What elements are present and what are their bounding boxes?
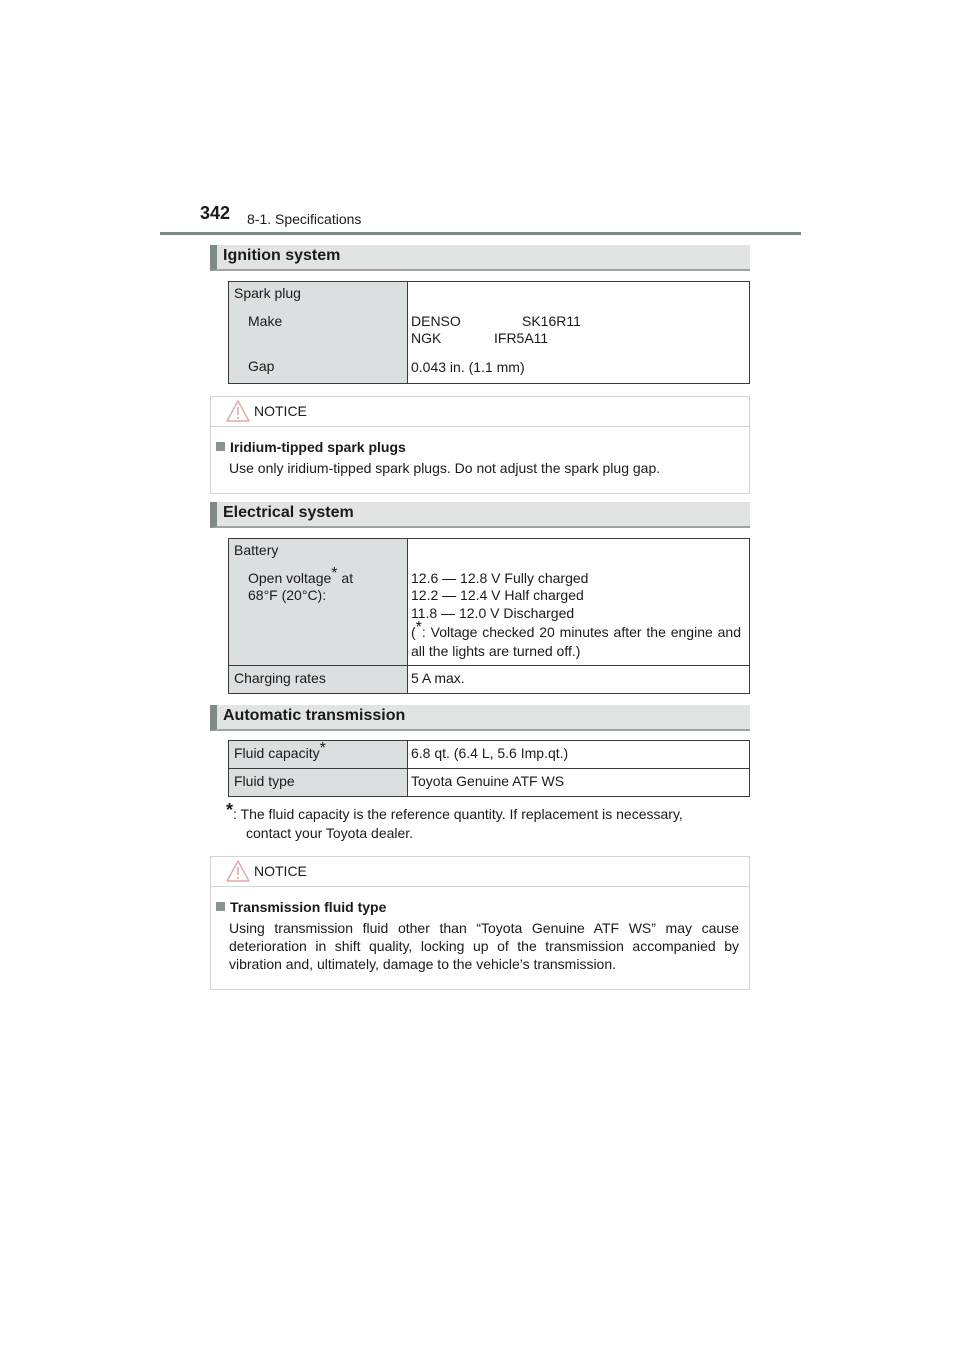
voltage-fully-charged: 12.6 ⎯⎯ 12.8 V Fully charged: [411, 570, 589, 586]
transmission-section-heading: [210, 705, 750, 731]
section-label: 8-1. Specifications: [247, 211, 362, 227]
electrical-section-heading: [210, 502, 750, 528]
footnote-line-2: contact your Toyota dealer.: [246, 825, 414, 841]
transmission-spec-table: [228, 740, 750, 797]
notice-title: [216, 439, 406, 455]
ignition-value-cell: [408, 282, 750, 384]
footnote-line-1-text: : The fluid capacity is the reference quantity. If replacement is necessary,: [233, 806, 683, 822]
make-label: Make: [248, 313, 283, 329]
square-bullet-icon: [216, 902, 225, 911]
table-row: [229, 666, 750, 694]
fluid-capacity-value-cell: [408, 741, 750, 769]
fluid-type-value-cell: [408, 769, 750, 797]
footnote: [226, 800, 746, 843]
asterisk-icon: *: [226, 800, 234, 820]
voltage-note-text: : Voltage checked 20 minutes after the engine and all the lights are turned off.): [411, 624, 741, 659]
battery-value-cell: [408, 539, 750, 666]
notice-title: [216, 899, 386, 915]
square-bullet-icon: [216, 442, 225, 451]
notice-body: Use only iridium-tipped spark plugs. Do not adjust the spark plug gap.: [229, 460, 661, 476]
charging-rates-label: Charging rates: [234, 670, 326, 686]
asterisk-icon: *: [319, 740, 326, 757]
charging-label-cell: [229, 666, 408, 694]
ignition-label-cell: [229, 282, 408, 384]
table-row: [229, 282, 750, 384]
fluid-capacity-text: Fluid capacity: [234, 745, 320, 761]
notice-header: [211, 857, 749, 887]
voltage-half-charged: 12.2 ⎯⎯ 12.4 V Half charged: [411, 587, 584, 603]
electrical-section-title: Electrical system: [223, 504, 354, 521]
gap-label: Gap: [248, 358, 275, 374]
open-voltage-temperature: 68°F (20°C):: [248, 587, 327, 603]
make-part-1: SK16R11: [522, 313, 581, 329]
ignition-section-heading: [210, 245, 750, 271]
notice-box-transmission-fluid: [210, 856, 750, 990]
asterisk-icon: *: [331, 565, 338, 582]
fluid-type-value: Toyota Genuine ATF WS: [411, 773, 565, 789]
spark-plug-label: Spark plug: [234, 285, 301, 301]
table-row: [229, 741, 750, 769]
gap-value: 0.043 in. (1.1 mm): [411, 359, 525, 375]
transmission-section-title: Automatic transmission: [223, 707, 406, 724]
open-voltage-text: Open voltage: [248, 570, 332, 586]
asterisk-icon: *: [415, 619, 422, 636]
warning-triangle-icon: [226, 860, 250, 882]
battery-label: Battery: [234, 542, 279, 558]
fluid-capacity-value: 6.8 qt. (6.4 L, 5.6 Imp.qt.): [411, 745, 569, 761]
fluid-capacity-label-cell: [229, 741, 408, 769]
make-part-2: IFR5A11: [494, 330, 549, 346]
electrical-spec-table: [228, 538, 750, 694]
notice-title-text: Transmission fluid type: [230, 899, 387, 915]
notice-header: [211, 397, 749, 427]
battery-label-cell: [229, 539, 408, 666]
table-row: [229, 769, 750, 797]
open-voltage-suffix: at: [337, 570, 354, 586]
voltage-note: (*: Voltage checked 20 minutes after the engine and all the lights are turned off.): [411, 619, 741, 659]
ignition-spec-table: [228, 281, 750, 384]
page-number: 342: [200, 203, 231, 223]
fluid-capacity-label: [234, 740, 412, 762]
make-brand-1: DENSO: [411, 313, 461, 329]
table-row: [229, 539, 750, 666]
notice-label: NOTICE: [254, 863, 307, 879]
charging-value-cell: [408, 666, 750, 694]
notice-title-text: Iridium-tipped spark plugs: [230, 439, 406, 455]
notice-box-spark-plugs: [210, 396, 750, 494]
header-rule: [160, 232, 801, 235]
notice-body: Using transmission fluid other than “Toyota Genuine ATF WS” may cause deterioration in shift quality, locking up of the transmission accompanied by vibration and, ultimately, damage to the vehicle’s transmission.: [229, 920, 739, 972]
notice-label: NOTICE: [254, 403, 307, 419]
ignition-section-title: Ignition system: [223, 247, 341, 264]
fluid-type-label: Fluid type: [234, 773, 295, 789]
make-brand-2: NGK: [411, 330, 442, 346]
charging-rates-value: 5 A max.: [411, 670, 465, 686]
fluid-type-label-cell: [229, 769, 408, 797]
open-voltage-label: [248, 565, 354, 587]
footnote-line-1: [226, 800, 683, 822]
voltage-discharged: 11.8 ⎯⎯ 12.0 V Discharged: [411, 605, 575, 621]
warning-triangle-icon: [226, 400, 250, 422]
